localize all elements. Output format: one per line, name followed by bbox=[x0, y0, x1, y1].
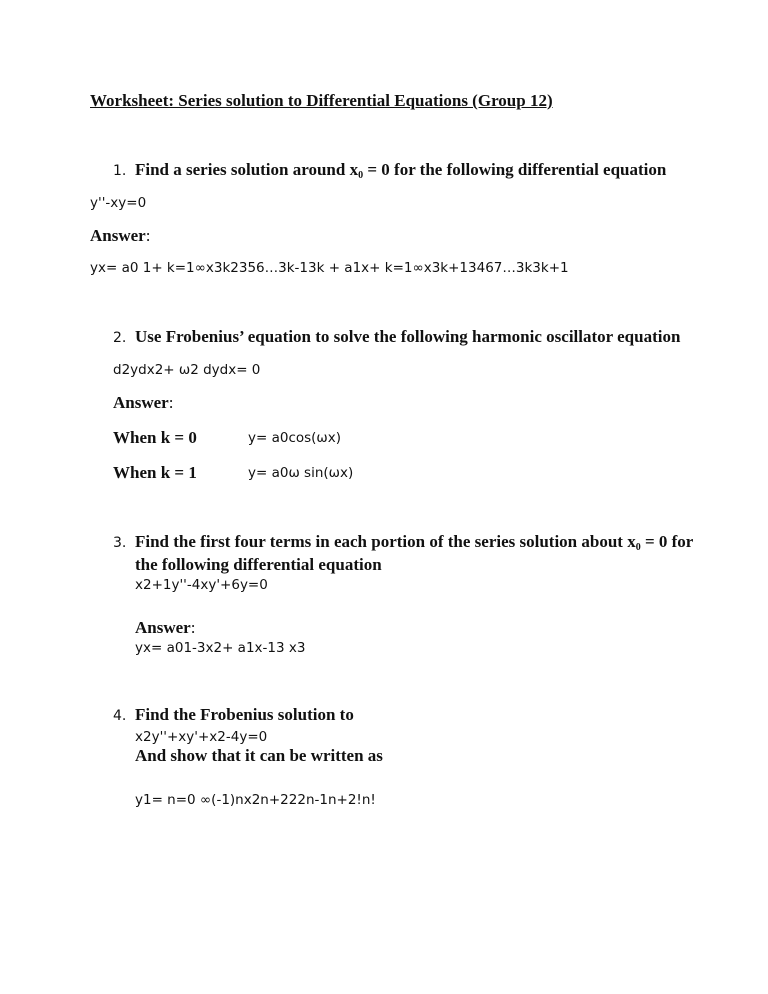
q3-text-suffix: = 0 for bbox=[640, 532, 694, 551]
worksheet-title: Worksheet: Series solution to Differential Equations (Group 12) bbox=[90, 91, 553, 110]
q1-number: 1. bbox=[113, 163, 127, 179]
q2-case1-label: When k = 0 bbox=[113, 428, 197, 447]
q2-equation: d2ydx2+ ω2 dydx= 0 bbox=[113, 362, 261, 378]
q2-case1-value: y= a0cos(ωx) bbox=[248, 430, 341, 446]
answer-label-text: Answer bbox=[90, 226, 146, 245]
q3-answer: yx= a01-3x2+ a1x-13 x3 bbox=[135, 640, 306, 656]
q2-number: 2. bbox=[113, 330, 127, 346]
q4-text2: And show that it can be written as bbox=[135, 746, 383, 765]
q4-text: Find the Frobenius solution to bbox=[135, 705, 354, 724]
q3-text-subscript: 0 bbox=[635, 542, 641, 553]
q1-answer: yx= a0 1+ k=1∞x3k2356…3k-13k + a1x+ k=1∞x3k+13467…3k3k+1 bbox=[90, 260, 569, 276]
q2-case2-label: When k = 1 bbox=[113, 463, 197, 482]
q3-equation: x2+1y''-4xy'+6y=0 bbox=[135, 577, 268, 593]
q2-answer-label: Answer: bbox=[113, 393, 174, 412]
q3-text-prefix: Find the first four terms in each portion of the series solution about x bbox=[135, 532, 636, 551]
q1-equation: y''-xy=0 bbox=[90, 195, 147, 211]
q3-text-line1 bbox=[135, 532, 693, 553]
q3-answer-label: Answer: bbox=[135, 618, 196, 637]
q1-text bbox=[135, 160, 666, 181]
q3-text-line2: the following differential equation bbox=[135, 555, 382, 574]
answer-label-text: Answer bbox=[135, 618, 191, 637]
q1-text-subscript: 0 bbox=[358, 170, 364, 181]
q2-text: Use Frobenius’ equation to solve the following harmonic oscillator equation bbox=[135, 327, 681, 346]
q4-equation: x2y''+xy'+x2-4y=0 bbox=[135, 729, 268, 745]
q2-case2-value: y= a0ω sin(ωx) bbox=[248, 465, 354, 481]
q4-result: y1= n=0 ∞(-1)nx2n+222n-1n+2!n! bbox=[135, 792, 376, 808]
q1-text-suffix: = 0 for the following differential equation bbox=[363, 160, 667, 179]
q4-number: 4. bbox=[113, 708, 127, 724]
q1-answer-label: Answer: bbox=[90, 226, 151, 245]
q1-text-prefix: Find a series solution around x bbox=[135, 160, 359, 179]
q3-number: 3. bbox=[113, 535, 127, 551]
answer-label-text: Answer bbox=[113, 393, 169, 412]
